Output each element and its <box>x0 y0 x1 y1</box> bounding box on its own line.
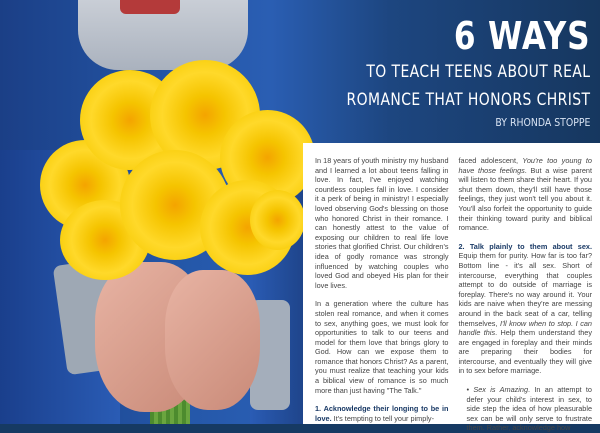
italic-text: You're too young to have those feelings <box>458 156 592 175</box>
right-hand <box>165 270 260 410</box>
paragraph: In a generation where the culture has stolen real romance, and when it comes to sex, anything goes, we must look for opportunities to talk to our teens and model for them love that brings glory to God. How can we expose them to romance that honors Christ? As a parent, you must realize that teaching your kids a biblical view of romance is so much more than just having "The Talk." <box>315 299 449 395</box>
paragraph <box>459 156 593 233</box>
subtitle-line-1: TO TEACH TEENS ABOUT REAL <box>365 62 590 82</box>
article-column-1 <box>315 156 449 424</box>
paragraph: In 18 years of youth ministry my husband and I learned a lot about teens falling in love. In fact, I've enjoyed watching countless couples fall in love. I consider it a perk of being in ministry! I especially loved observing God's blessing on those who honored Christ in their romance. I can honestly attest to the value of exposing our children to real life love stories that glorified Christ. Our children's idea of godly romance was strongly influenced by watching couples who loved God and obeyed His plan for their love lives. <box>315 156 449 290</box>
page-title: 6 WAYS <box>453 14 590 58</box>
paragraph-text: . In an attempt to defer your child's interest in sex, to side step the idea of how pleasurable sex can be will only serve to frustrate them. Rather, acknowledge how <box>466 385 592 433</box>
section-heading: 1. Acknowledge their longing to be in love. <box>315 404 449 423</box>
bow-tie <box>120 0 180 14</box>
italic-text: I'll know when to stop. I can handle this <box>458 318 592 338</box>
paragraph <box>315 404 449 423</box>
paragraph-text: It's tempting to tell your pimply- <box>333 413 435 423</box>
article-panel <box>303 143 600 433</box>
paragraph-text: . Help them understand they are engaged in foreplay and their minds are preparing their bodies for intercourse, and eventually they will give in to sex before marriage. <box>458 328 593 376</box>
title-block <box>293 14 590 129</box>
byline: BY RHONDA STOPPE <box>494 116 590 129</box>
paragraph-text: Equip them for purity. How far is too far? Bottom line - it's all sex. Short of intercourse, everything that couples attempt to do outside of marriage is foreplay. There's no way around it. Your kids are naive when they're are messing around in the back seat of a car, telling themselves, <box>458 251 592 328</box>
article-column-2 <box>458 156 593 433</box>
paragraph-text: faced adolescent, <box>458 156 523 165</box>
subtitle-line-2: ROMANCE THAT HONORS CHRIST <box>346 90 590 110</box>
paragraph <box>459 242 593 376</box>
section-heading: 2. Talk plainly to them about sex. <box>458 241 592 251</box>
italic-text: • Sex is Amazing <box>466 385 529 395</box>
bullet-item <box>459 385 593 433</box>
paragraph-text: . But a wise parent will listen to them share their heart. If you shut them down, they'll still have those feelings, they just won't tell you about it. You'll also forfeit the opportunity to guide their thinking toward purity and biblical romance. <box>458 165 592 233</box>
daffodil <box>250 190 305 250</box>
